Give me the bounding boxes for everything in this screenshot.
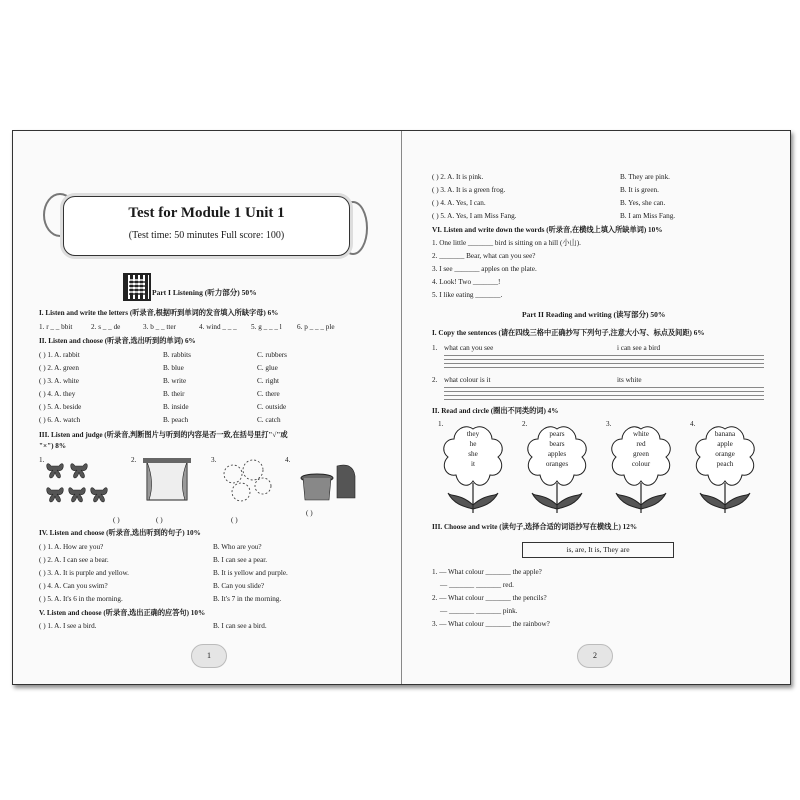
answer-bracket[interactable]: ( )	[231, 516, 238, 524]
picture-number: 1.	[39, 456, 45, 464]
option-b: B. I can see a bird.	[213, 622, 267, 630]
section-heading: VI. Listen and write down the words (听录音,在横线上填入所缺单词) 10%	[432, 226, 663, 234]
option-c: C. glue	[257, 364, 278, 372]
option-b: B. It's 7 in the morning.	[213, 595, 282, 603]
page-title: Test for Module 1 Unit 1	[128, 205, 285, 221]
section-heading: "×") 8%	[39, 442, 67, 450]
question-row: ( ) 1. A. How are you?	[39, 543, 104, 551]
option-c: C. catch	[257, 416, 281, 424]
flower-word[interactable]: oranges	[545, 460, 569, 468]
option-b: B. I can see a pear.	[213, 556, 268, 564]
picture-number: 4.	[285, 456, 291, 464]
workbook-spread	[12, 130, 791, 685]
answer-bracket[interactable]: ( )	[113, 516, 120, 524]
list-item: 3. b _ _ tter	[143, 323, 176, 331]
flower-word[interactable]: he	[469, 440, 477, 448]
copy-source: what colour is it	[444, 376, 491, 384]
page-number: 2	[577, 644, 613, 668]
question-row: ( ) 6. A. watch	[39, 416, 81, 424]
option-c: C. there	[257, 390, 280, 398]
question-row: ( ) 4. A. Yes, I can.	[432, 199, 486, 207]
section-heading: I. Copy the sentences (请在四线三格中正确抄写下列句子,注意大小写、标点及间距) 6%	[432, 329, 705, 337]
test-info: (Test time: 50 minutes Full score: 100)	[128, 230, 285, 241]
question-row: ( ) 3. A. white	[39, 377, 79, 385]
flower-word[interactable]: colour	[631, 460, 651, 468]
option-b: B. Yes, she can.	[620, 199, 666, 207]
flower-word[interactable]: peach	[716, 460, 734, 468]
option-b: B. It is green.	[620, 186, 659, 194]
flower-word[interactable]: pears	[549, 430, 565, 438]
option-b: B. Can you slide?	[213, 582, 265, 590]
qr-code-icon	[123, 273, 151, 301]
flower-item	[692, 423, 758, 515]
option-b: B. write	[163, 377, 187, 385]
option-b: B. They are pink.	[620, 173, 670, 181]
word-bank: is, are, It is, They are	[522, 542, 674, 558]
flower-word[interactable]: apples	[547, 450, 567, 458]
flower-number: 3.	[606, 420, 612, 428]
copy-source: its white	[617, 376, 642, 384]
list-item: 2.	[432, 376, 438, 384]
option-b: B. blue	[163, 364, 184, 372]
question-row: ( ) 2. A. I can see a bear.	[39, 556, 109, 564]
question-row: ( ) 2. A. It is pink.	[432, 173, 484, 181]
question-row: ( ) 5. A. It's 6 in the morning.	[39, 595, 123, 603]
question-row: ( ) 1. A. rabbit	[39, 351, 80, 359]
flower-number: 4.	[690, 420, 696, 428]
list-item: 2. — What colour _______ the pencils?	[432, 594, 547, 602]
window-curtain-picture	[139, 456, 195, 508]
answer-bracket[interactable]: ( )	[306, 509, 313, 517]
left-page	[13, 131, 402, 684]
question-row: ( ) 4. A. they	[39, 390, 76, 398]
flower-word[interactable]: it	[471, 460, 475, 468]
section-heading: IV. Listen and choose (听录音,选出听到的句子) 10%	[39, 529, 201, 537]
list-item: 6. p _ _ _ ple	[297, 323, 335, 331]
list-item: 4. Look! Two _______!	[432, 278, 501, 286]
part-heading: Part II Reading and writing (读写部分) 50%	[522, 310, 666, 319]
option-b: B. rabbits	[163, 351, 191, 359]
question-row: ( ) 5. A. beside	[39, 403, 82, 411]
list-item: 2. _______ Bear, what can you see?	[432, 252, 536, 260]
table-sofa-picture	[293, 456, 363, 508]
list-item: — _______ _______ pink.	[440, 607, 518, 615]
question-row: ( ) 4. A. Can you swim?	[39, 582, 108, 590]
flower-word[interactable]: banana	[714, 430, 736, 438]
butterflies-picture	[43, 456, 113, 508]
option-b: B. I am Miss Fang.	[620, 212, 676, 220]
list-item: 3. — What colour _______ the rainbow?	[432, 620, 550, 628]
question-row: ( ) 3. A. It is purple and yellow.	[39, 569, 129, 577]
list-item: 1.	[432, 344, 438, 352]
option-c: C. rubbers	[257, 351, 287, 359]
answer-bracket[interactable]: ( )	[156, 516, 163, 524]
flower-item	[608, 423, 674, 515]
list-item: 1. — What colour _______ the apple?	[432, 568, 542, 576]
question-row: ( ) 1. A. I see a bird.	[39, 622, 97, 630]
flower-word[interactable]: apple	[717, 440, 733, 448]
list-item: 5. g _ _ _ l	[251, 323, 282, 331]
list-item: 1. One little _______ bird is sitting on a hill (小山).	[432, 239, 581, 247]
picture-number: 3.	[211, 456, 217, 464]
question-row: ( ) 2. A. green	[39, 364, 79, 372]
page-number: 1	[191, 644, 227, 668]
flower-word[interactable]: she	[468, 450, 478, 458]
list-item: 4. wind _ _ _	[199, 323, 237, 331]
option-c: C. right	[257, 377, 279, 385]
question-row: ( ) 5. A. Yes, I am Miss Fang.	[432, 212, 517, 220]
list-item: 3. I see _______ apples on the plate.	[432, 265, 537, 273]
flower-word[interactable]: white	[633, 430, 649, 438]
flower-item	[524, 423, 590, 515]
option-b: B. peach	[163, 416, 189, 424]
copy-source: i can see a bird	[617, 344, 661, 352]
flower-word[interactable]: green	[633, 450, 649, 458]
list-item: 1. r _ _ bbit	[39, 323, 73, 331]
fireworks-picture	[219, 456, 275, 508]
flower-word[interactable]: orange	[715, 450, 735, 458]
option-b: B. their	[163, 390, 185, 398]
section-heading: I. Listen and write the letters (听录音,根据听到单词的发音填入所缺字母) 6%	[39, 309, 279, 317]
copy-source: what can you see	[444, 344, 494, 352]
picture-number: 2.	[131, 456, 137, 464]
flower-number: 1.	[438, 420, 444, 428]
section-heading: II. Listen and choose (听录音,选出听到的单词) 6%	[39, 337, 196, 345]
option-b: B. inside	[163, 403, 189, 411]
four-line-grid[interactable]	[444, 355, 764, 371]
section-heading: III. Choose and write (读句子,选择合适的词语抄写在横线上) 12%	[432, 523, 638, 531]
part-heading: Part I Listening (听力部分) 50%	[152, 288, 257, 297]
section-heading: V. Listen and choose (听录音,选出正确的应答句) 10%	[39, 609, 206, 617]
title-banner	[63, 196, 350, 256]
option-b: B. It is yellow and purple.	[213, 569, 288, 577]
flower-item	[440, 423, 506, 515]
right-page	[402, 131, 790, 684]
option-b: B. Who are you?	[213, 543, 262, 551]
section-heading: II. Read and circle (圈出不同类的词) 4%	[432, 407, 559, 415]
list-item: 2. s _ _ de	[91, 323, 121, 331]
list-item: 5. I like eating _______.	[432, 291, 503, 299]
flower-word[interactable]: they	[466, 430, 480, 438]
four-line-grid[interactable]	[444, 387, 764, 403]
flower-number: 2.	[522, 420, 528, 428]
list-item: — _______ _______ red.	[440, 581, 514, 589]
option-c: C. outside	[257, 403, 287, 411]
question-row: ( ) 3. A. It is a green frog.	[432, 186, 506, 194]
section-heading: III. Listen and judge (听录音,判断图片与听到的内容是否一致,在括号里打"√"或	[39, 431, 288, 439]
flower-word[interactable]: red	[636, 440, 646, 448]
flower-word[interactable]: bears	[549, 440, 565, 448]
